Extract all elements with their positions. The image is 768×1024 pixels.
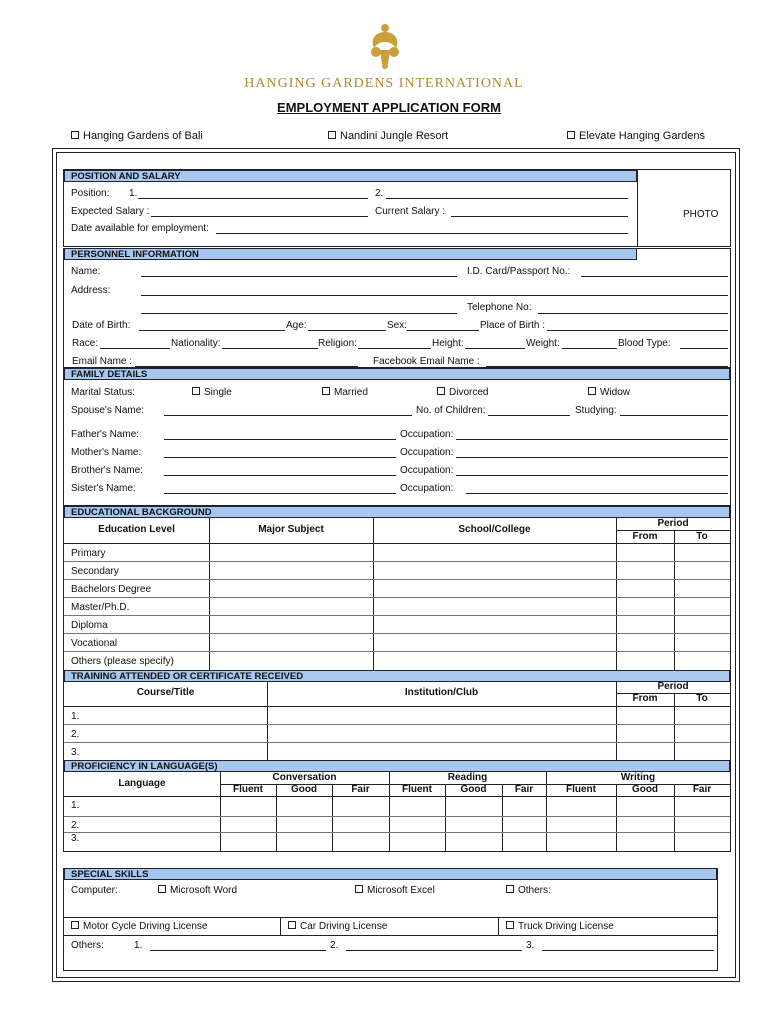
checkbox-icon[interactable] [567, 131, 575, 139]
table-row: Diploma [71, 620, 108, 631]
checkbox-icon[interactable] [71, 131, 79, 139]
col-period: Period [657, 518, 689, 529]
table-row: 3. [71, 833, 80, 844]
col-period: Period [657, 681, 689, 692]
nationality-field[interactable] [222, 348, 318, 349]
col-school: School/College [458, 524, 531, 535]
checkbox-icon[interactable] [328, 131, 336, 139]
date-available-field[interactable] [216, 233, 628, 234]
section-header-skills: SPECIAL SKILLS [64, 868, 717, 880]
checkbox-icon[interactable] [506, 885, 514, 893]
skill-word-option[interactable]: Microsoft Word [158, 885, 237, 896]
property-option-nandini[interactable]: Nandini Jungle Resort [328, 130, 448, 142]
marital-widow-option[interactable]: Widow [588, 387, 630, 398]
marital-married-option[interactable]: Married [322, 387, 368, 398]
table-row: Master/Ph.D. [71, 602, 130, 613]
table-row: 3. [71, 747, 80, 758]
mother-name-field[interactable] [164, 457, 396, 458]
table-row: Others (please specify) [71, 656, 174, 667]
other-skill-2-field[interactable] [346, 950, 522, 951]
checkbox-icon[interactable] [158, 885, 166, 893]
dob-field[interactable] [139, 330, 285, 331]
table-row: 2. [71, 729, 80, 740]
sex-field[interactable] [407, 330, 479, 331]
checkbox-icon[interactable] [71, 921, 79, 929]
company-logo [360, 20, 410, 70]
children-count-field[interactable] [488, 415, 570, 416]
brother-occupation-field[interactable] [456, 475, 728, 476]
place-of-birth-field[interactable] [547, 330, 728, 331]
col-conversation: Conversation [272, 772, 337, 783]
col-from: From [632, 531, 658, 542]
col-to: To [696, 531, 708, 542]
checkbox-icon[interactable] [355, 885, 363, 893]
brand-name: HANGING GARDENS INTERNATIONAL [244, 76, 524, 91]
age-field[interactable] [308, 330, 386, 331]
table-row: Vocational [71, 638, 118, 649]
col-reading: Reading [447, 772, 488, 783]
other-skill-1-field[interactable] [150, 950, 326, 951]
other-skill-3-field[interactable] [542, 950, 714, 951]
license-motorcycle-option[interactable]: Motor Cycle Driving License [71, 921, 208, 932]
studying-field[interactable] [620, 415, 728, 416]
current-salary-field[interactable] [451, 216, 628, 217]
col-from: From [632, 693, 658, 704]
section-header-education: EDUCATIONAL BACKGROUND [64, 506, 730, 518]
col-education-level: Education Level [98, 524, 175, 535]
address-field-line-1[interactable] [141, 295, 728, 296]
checkbox-icon[interactable] [322, 387, 330, 395]
position-1-field[interactable] [138, 198, 368, 199]
family-section [63, 368, 731, 506]
col-course: Course/Title [136, 687, 195, 698]
religion-field[interactable] [358, 348, 431, 349]
table-row: Primary [71, 548, 106, 559]
property-option-bali[interactable]: Hanging Gardens of Bali [71, 130, 203, 142]
spouse-name-field[interactable] [164, 415, 412, 416]
table-row: 1. [71, 800, 80, 811]
table-row: Secondary [71, 566, 119, 577]
col-language: Language [118, 778, 166, 789]
section-header-family: FAMILY DETAILS [64, 368, 730, 380]
checkbox-icon[interactable] [437, 387, 445, 395]
checkbox-icon[interactable] [288, 921, 296, 929]
checkbox-icon[interactable] [588, 387, 596, 395]
name-field[interactable] [141, 276, 457, 277]
brother-name-field[interactable] [164, 475, 396, 476]
race-field[interactable] [100, 348, 170, 349]
col-major-subject: Major Subject [258, 524, 324, 535]
marital-single-option[interactable]: Single [192, 387, 232, 398]
col-to: To [696, 693, 708, 704]
form-title: EMPLOYMENT APPLICATION FORM [277, 100, 501, 115]
telephone-field[interactable] [538, 313, 728, 314]
col-writing: Writing [620, 772, 656, 783]
address-field-line-2[interactable] [141, 313, 457, 314]
section-header-language: PROFICIENCY IN LANGUAGE(S) [64, 760, 730, 772]
skill-others-option[interactable]: Others: [506, 885, 551, 896]
section-header-position: POSITION AND SALARY [64, 170, 637, 182]
marital-divorced-option[interactable]: Divorced [437, 387, 488, 398]
skills-section [63, 868, 718, 971]
position-2-field[interactable] [386, 198, 628, 199]
weight-field[interactable] [562, 348, 617, 349]
email-field[interactable] [135, 366, 358, 367]
table-row: 1. [71, 711, 80, 722]
height-field[interactable] [465, 348, 525, 349]
facebook-email-field[interactable] [486, 366, 728, 367]
father-name-field[interactable] [164, 439, 396, 440]
checkbox-icon[interactable] [506, 921, 514, 929]
photo-box-label: PHOTO [683, 209, 719, 220]
col-institution: Institution/Club [404, 687, 479, 698]
sister-name-field[interactable] [164, 493, 396, 494]
sister-occupation-field[interactable] [466, 493, 728, 494]
section-header-personnel: PERSONNEL INFORMATION [64, 248, 637, 260]
license-truck-option[interactable]: Truck Driving License [506, 921, 614, 932]
property-option-elevate[interactable]: Elevate Hanging Gardens [567, 130, 705, 142]
personnel-section [63, 248, 731, 368]
table-row: 2. [71, 820, 80, 831]
mother-occupation-field[interactable] [456, 457, 728, 458]
expected-salary-field[interactable] [151, 216, 368, 217]
blood-type-field[interactable] [680, 348, 728, 349]
checkbox-icon[interactable] [192, 387, 200, 395]
section-header-training: TRAINING ATTENDED OR CERTIFICATE RECEIVED [64, 670, 730, 682]
license-car-option[interactable]: Car Driving License [288, 921, 387, 932]
id-card-field[interactable] [581, 276, 728, 277]
father-occupation-field[interactable] [456, 439, 728, 440]
table-row: Bachelors Degree [71, 584, 152, 595]
skill-excel-option[interactable]: Microsoft Excel [355, 885, 435, 896]
